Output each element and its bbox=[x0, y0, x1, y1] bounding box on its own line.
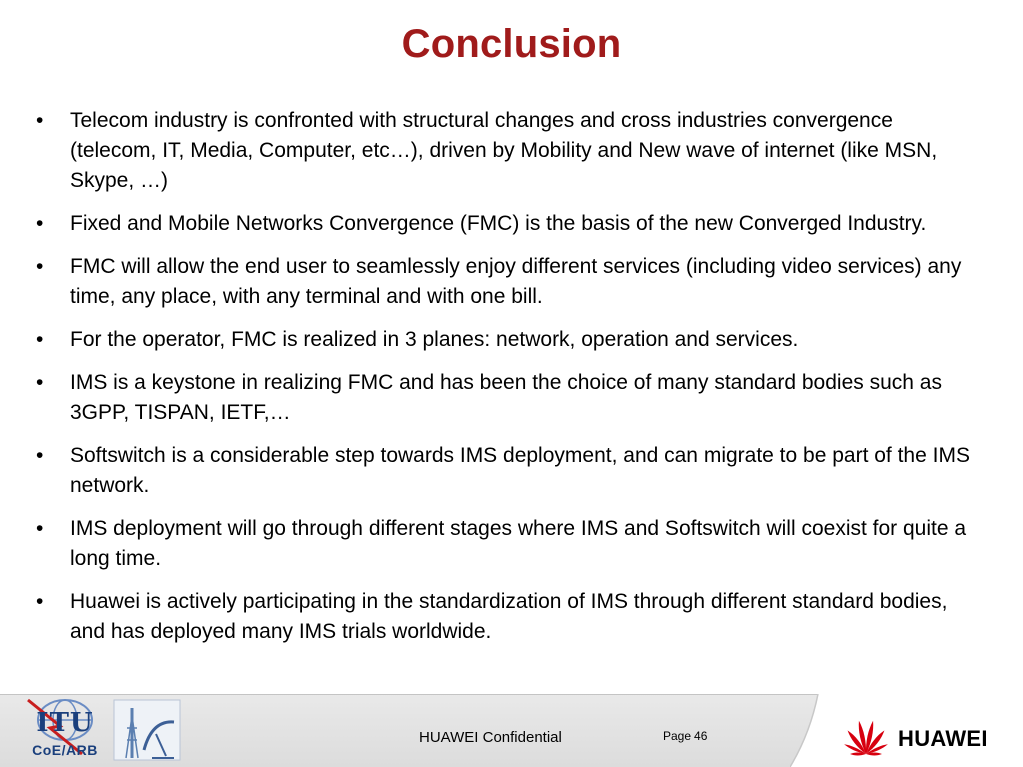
itu-text: ITU bbox=[36, 708, 94, 738]
bullet-text: IMS is a keystone in realizing FMC and has been the choice of many standard bodies such as 3GPP, TISPAN, IETF,… bbox=[70, 371, 942, 424]
bullet-text: FMC will allow the end user to seamlessly enjoy different services (including video services) any time, any place, with any terminal and with one bill. bbox=[70, 255, 962, 308]
coe-text: CoE/ARB bbox=[32, 742, 98, 758]
page-label: Page bbox=[663, 729, 692, 743]
radio-tower-icon bbox=[112, 698, 182, 762]
bullet-dot: • bbox=[36, 444, 44, 467]
list-item bbox=[30, 209, 980, 239]
bullet-text: Softswitch is a considerable step towards IMS deployment, and can migrate to be part of the IMS network. bbox=[70, 444, 970, 497]
list-item bbox=[30, 441, 980, 501]
bullet-text: Huawei is actively participating in the standardization of IMS through different standard bodies, and has deployed many IMS trials worldwide. bbox=[70, 590, 948, 643]
bullet-list bbox=[30, 106, 980, 660]
slide-title: Conclusion bbox=[401, 22, 622, 66]
confidential-label: HUAWEI Confidential bbox=[419, 729, 562, 746]
huawei-flower-icon bbox=[836, 716, 896, 758]
bullet-text: Telecom industry is confronted with structural changes and cross industries convergence (telecom, IT, Media, Computer, etc…), driven by Mobility and New wave of internet (like MSN, Skype, …) bbox=[70, 109, 938, 192]
list-item bbox=[30, 106, 980, 196]
list-item bbox=[30, 325, 980, 355]
huawei-brand-text: HUAWEI bbox=[898, 726, 988, 751]
page-number bbox=[663, 729, 710, 743]
list-item bbox=[30, 368, 980, 428]
bullet-dot: • bbox=[36, 212, 44, 235]
bullet-dot: • bbox=[36, 109, 44, 132]
list-item bbox=[30, 514, 980, 574]
bullet-dot: • bbox=[36, 255, 44, 278]
bullet-text: Fixed and Mobile Networks Convergence (FMC) is the basis of the new Converged Industry. bbox=[70, 212, 927, 235]
list-item bbox=[30, 587, 980, 647]
page-value: 46 bbox=[694, 729, 708, 743]
bullet-dot: • bbox=[36, 371, 44, 394]
bullet-text: IMS deployment will go through different stages where IMS and Softswitch will coexist for quite a long time. bbox=[70, 517, 967, 570]
list-item bbox=[30, 252, 980, 312]
itu-logo-icon bbox=[20, 696, 110, 762]
bullet-dot: • bbox=[36, 328, 44, 351]
bullet-dot: • bbox=[36, 517, 44, 540]
bullet-text: For the operator, FMC is realized in 3 planes: network, operation and services. bbox=[70, 328, 799, 351]
bullet-dot: • bbox=[36, 590, 44, 613]
